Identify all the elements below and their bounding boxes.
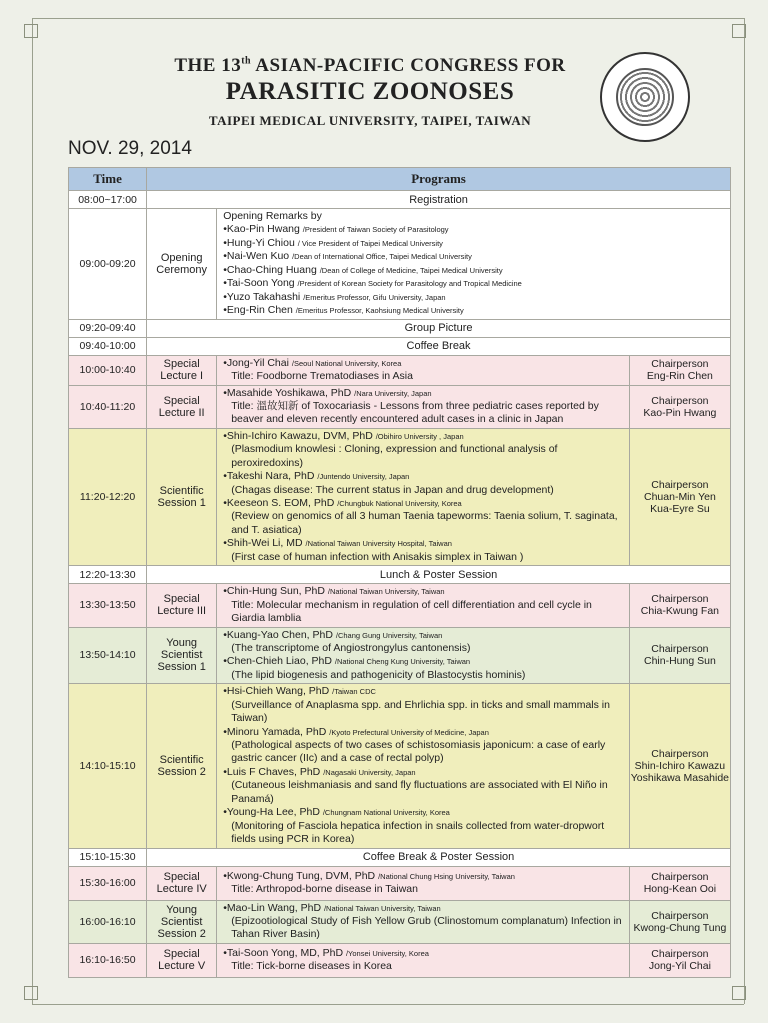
speaker-name: Minoru Yamada, PhD [226,725,327,738]
time-cell: 10:40-11:20 [69,385,147,428]
talk-title: Title: Molecular mechanism in regulation of cell differentiation and cell cycle in Giardia lamblia [231,598,592,625]
talk-title: Title: Foodborne Trematodiases in Asia [231,370,413,382]
session-cell: Scientific Session 1 [147,428,217,565]
time-cell: 15:10-15:30 [69,848,147,866]
speaker-line [223,585,623,598]
corner-ornament [732,986,746,1000]
session-cell: Special Lecture II [147,385,217,428]
talk-cell [217,900,630,943]
speaker-name: Kwong-Chung Tung, DVM, PhD [226,869,376,882]
event-cell: Coffee Break [147,337,731,355]
chair-cell [629,584,730,627]
speaker-line [223,387,623,400]
talk-title: Title: Arthropod-borne disease in Taiwan [231,883,418,895]
schedule-row [69,684,731,848]
chair-label: Chairperson [651,948,709,961]
speaker-line [223,223,724,236]
speaker-affiliation: / Vice President of Taipei Medical University [297,238,443,248]
chair-cell [629,900,730,943]
speaker-affiliation: /National Taiwan University Hospital, Taiwan [305,539,452,549]
corner-ornament [24,24,38,38]
schedule-row [69,355,731,385]
speaker-name: Tai-Soon Yong, MD, PhD [226,946,344,959]
speaker-affiliation: /Taiwan CDC [332,687,376,697]
chair-name-2: Yoshikawa Masahide [630,771,730,784]
schedule-row [69,385,731,428]
chair-cell [629,428,730,565]
chair-name: Chin-Hung Sun [644,655,716,668]
speaker-name: Eng-Rin Chen [226,304,293,317]
speaker-affiliation: /Juntendo University, Japan [317,472,410,482]
talk-cell [217,385,630,428]
talk-cell [217,428,630,565]
speaker-affiliation: /Kyoto Prefectural University of Medicine, Japan [329,727,489,737]
speaker-affiliation: /President of Taiwan Society of Parasitology [302,225,449,235]
event-cell: Lunch & Poster Session [147,566,731,584]
schedule-row [69,866,731,900]
talk-title: (The transcriptome of Angiostrongylus cantonensis) [231,641,471,654]
speaker-name: Shin-Ichiro Kawazu, DVM, PhD [226,429,373,442]
time-cell: 16:00-16:10 [69,900,147,943]
speaker-line [223,357,623,370]
speaker-line [223,766,623,779]
chair-name: Kao-Pin Hwang [643,406,717,419]
speaker-affiliation: /Chang Gung University, Taiwan [335,630,443,640]
talk-cell [217,866,630,900]
event-cell: Coffee Break & Poster Session [147,848,731,866]
speaker-line [223,237,724,250]
schedule-row [69,627,731,684]
speaker-name: Hung-Yi Chiou [226,236,295,249]
speaker-line [223,470,623,483]
chair-label: Chairperson [651,358,709,370]
schedule-row [69,209,731,320]
speaker-affiliation: /National Chung Hsing University, Taiwan [378,871,515,881]
chair-label: Chairperson [651,909,709,922]
event-cell: Registration [147,191,731,209]
session-cell: Special Lecture III [147,584,217,627]
speaker-name: Kuang-Yao Chen, PhD [226,628,333,641]
speaker-line [223,902,623,915]
talk-title: (Plasmodium knowlesi : Cloning, expression and functional analysis of peroxiredoxins) [231,443,558,469]
chair-name: Shin-Ichiro Kawazu [634,759,726,772]
talk-title: (Review on genomics of all 3 human Taenia tapeworms: Taenia solium, T. saginata, and T. asiatica) [231,510,618,536]
speaker-name: Nai-Wen Kuo [226,250,290,263]
time-cell: 14:10-15:10 [69,684,147,848]
time-header: Time [69,168,147,191]
speaker-line [223,537,623,550]
talk-title: Title: Tick-borne diseases in Korea [231,960,392,973]
speaker-affiliation: /National Cheng Kung University, Taiwan [334,657,471,667]
chair-name: Chia-Kwung Fan [640,605,720,618]
schedule-row [69,191,731,209]
speaker-line [223,497,623,510]
speaker-name: Shih-Wei Li, MD [226,537,303,550]
chair-cell [629,355,730,385]
time-cell: 13:50-14:10 [69,627,147,684]
program-date: NOV. 29, 2014 [68,138,192,159]
speaker-affiliation: /Chungbuk National University, Korea [337,499,462,508]
speaker-name: Takeshi Nara, PhD [226,470,315,483]
speaker-affiliation: /Nagasaki University, Japan [323,767,416,777]
chair-label: Chairperson [651,394,709,407]
speaker-affiliation: /National Taiwan University, Taiwan [323,903,441,913]
talk-title: (Pathological aspects of two cases of schistosomiasis japonicum: a case of early gastric cancer (IIc) and a case of rectal polyp) [231,739,606,765]
speaker-name: Mao-Lin Wang, PhD [226,901,322,914]
title-line-2: PARASITIC ZOONOSES [225,78,515,105]
speaker-affiliation: /Dean of International Office, Taipei Medical University [292,252,472,262]
corner-ornament [24,986,38,1000]
chair-name: Kwong-Chung Tung [633,921,727,934]
chair-cell [629,684,730,848]
speaker-name: Chao-Ching Huang [226,263,317,276]
speaker-name: Luis F Chaves, PhD [226,765,321,778]
session-cell: Young Scientist Session 1 [147,627,217,684]
speaker-name: Tai-Soon Yong [226,277,295,290]
chair-cell [629,385,730,428]
talk-title: (The lipid biogenesis and pathogenicity of Blastocystis hominis) [231,668,526,681]
chair-cell [629,627,730,684]
event-cell: Group Picture [147,319,731,337]
speaker-affiliation: /Seoul National University, Korea [291,358,402,368]
speaker-line [223,250,724,263]
speaker-line [223,947,623,960]
speaker-affiliation: /Chungnam National University, Korea [322,808,450,818]
schedule-row [69,943,731,977]
chair-label: Chairperson [651,479,709,491]
speaker-name: Chin-Hung Sun, PhD [226,585,325,598]
speaker-name: Jong-Yil Chai [226,356,289,369]
speaker-affiliation: /President of Korean Society for Parasitology and Tropical Medicine [297,279,522,289]
talk-cell [217,584,630,627]
time-cell: 12:20-13:30 [69,566,147,584]
session-cell: Opening Ceremony [147,209,217,320]
schedule-row [69,428,731,565]
title-line-1: THE 13th ASIAN-PACIFIC CONGRESS FOR [174,55,566,76]
speaker-line [223,430,623,443]
speaker-affiliation: /Obihiro University , Japan [375,431,464,441]
program-table [68,167,731,978]
speaker-name: Yuzo Takahashi [226,290,301,303]
talk-title: (Chagas disease: The current status in Japan and drug development) [231,483,554,496]
speaker-name: Chen-Chieh Liao, PhD [226,655,332,668]
speaker-name: Keeseon S. EOM, PhD [226,497,335,509]
chair-name: Eng-Rin Chen [646,370,713,382]
time-cell: 09:40-10:00 [69,337,147,355]
schedule-row [69,848,731,866]
schedule-row [69,319,731,337]
chair-name: Hong-Kean Ooi [643,883,717,895]
chair-cell [629,943,730,977]
talk-cell [217,684,630,848]
speaker-name: Kao-Pin Hwang [226,223,300,236]
speaker-line [223,685,623,698]
schedule-row [69,900,731,943]
speaker-name: Masahide Yoshikawa, PhD [226,386,352,399]
speaker-line [223,655,623,668]
speaker-affiliation: /Nara University, Japan [354,388,432,398]
speaker-line [223,291,724,304]
session-cell: Young Scientist Session 2 [147,900,217,943]
talk-cell [217,943,630,977]
speaker-name: Hsi-Chieh Wang, PhD [226,685,330,698]
talk-cell [217,209,731,320]
speaker-affiliation: /Emeritus Professor, Kaohsiung Medical University [295,306,464,316]
speaker-line [223,304,724,317]
chair-label: Chairperson [651,871,709,883]
chair-cell [629,866,730,900]
session-cell: Scientific Session 2 [147,684,217,848]
speaker-line [223,264,724,277]
speaker-affiliation: /Dean of College of Medicine, Taipei Medical University [319,265,503,275]
speaker-line [223,870,623,883]
speaker-affiliation: /National Taiwan University, Taiwan [327,587,445,597]
talk-cell [217,627,630,684]
speaker-affiliation: /Emeritus Professor, Gifu University, Japan [303,292,446,302]
talk-cell [217,355,630,385]
talk-title: Title: 溫故知新 of Toxocariasis - Lessons from three pediatric cases reported by beaver and eleven recently encountered adult cases in a clinic in Japan [231,399,599,426]
frame-left [32,18,33,1004]
time-cell: 11:20-12:20 [69,428,147,565]
speaker-affiliation: /Yonsei University, Korea [345,948,429,958]
schedule-row [69,584,731,627]
chair-name-2: Kua-Eyre Su [650,503,710,515]
chair-label: Chairperson [651,643,709,656]
chair-name: Jong-Yil Chai [648,960,711,973]
talk-title: (Epizootiological Study of Fish Yellow Grub (Clinostomum complanatum) Infection in Tahan River Basin) [231,914,622,941]
frame-right [744,18,745,1004]
time-cell: 09:00-09:20 [69,209,147,320]
time-cell: 15:30-16:00 [69,866,147,900]
speaker-line [223,629,623,642]
talk-title: (Surveillance of Anaplasma spp. and Ehrlichia spp. in ticks and small mammals in Taiwan) [231,698,610,725]
chair-label: Chairperson [651,747,709,760]
intro-text: Opening Remarks by [223,210,322,222]
chair-label: Chairperson [651,593,709,606]
session-cell: Special Lecture IV [147,866,217,900]
time-cell: 16:10-16:50 [69,943,147,977]
talk-title: (Monitoring of Fasciola hepatica infection in snails collected from water-dropwort fields using PCR in Korea) [231,819,605,846]
speaker-line [223,277,724,290]
schedule-row [69,337,731,355]
session-cell: Special Lecture I [147,355,217,385]
corner-ornament [732,24,746,38]
schedule-row [69,566,731,584]
title-line-3: TAIPEI MEDICAL UNIVERSITY, TAIPEI, TAIWAN [208,113,532,128]
time-cell: 09:20-09:40 [69,319,147,337]
talk-title: (Cutaneous leishmaniasis and sand fly fluctuations are associated with El Niño in Panamá) [231,779,608,805]
programs-header: Programs [147,168,731,191]
speaker-line [223,726,623,739]
time-cell: 08:00~17:00 [69,191,147,209]
time-cell: 13:30-13:50 [69,584,147,627]
session-cell: Special Lecture V [147,943,217,977]
frame-bottom [32,1004,744,1005]
speaker-name: Young-Ha Lee, PhD [226,806,320,819]
chair-name: Chuan-Min Yen [644,491,716,503]
time-cell: 10:00-10:40 [69,355,147,385]
frame-top [32,18,744,19]
speaker-line [223,806,623,819]
talk-title: (First case of human infection with Anisakis simplex in Taiwan ) [231,550,524,563]
